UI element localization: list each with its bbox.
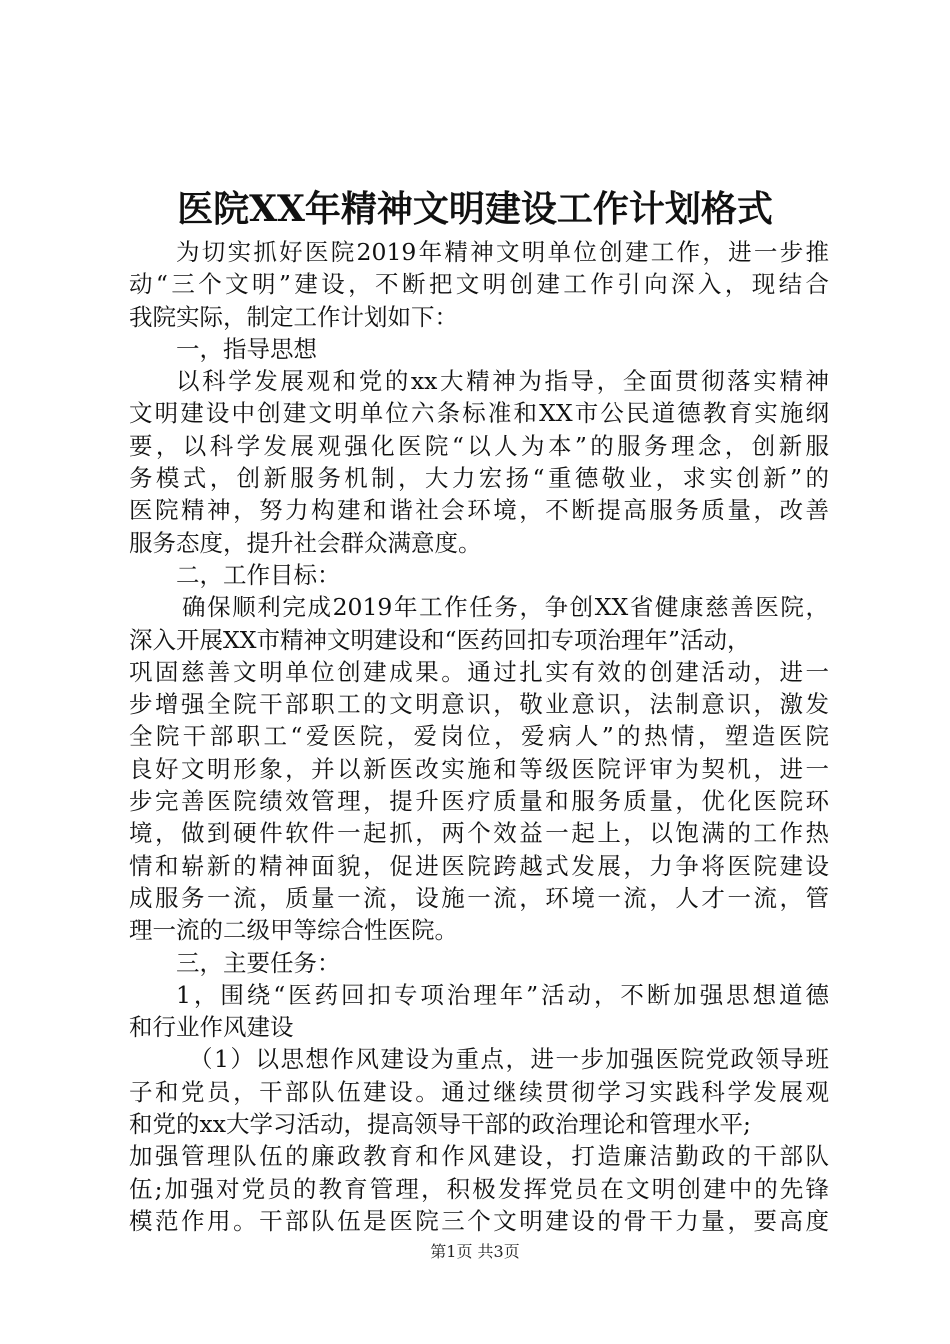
paragraph-line: 服务态度，提升社会群众满意度。 [129,528,482,557]
paragraph-line: 为切实抓好医院2019年精神文明单位创建工作，进一步推 [176,238,829,266]
paragraph-line: 境，做到硬件软件一起抓，两个效益一起上，以饱满的工作热 [129,819,829,848]
paragraph-line: 成服务一流，质量一流，设施一流，环境一流，人才一流，管 [129,883,829,912]
paragraph-line: 确保顺利完成2019年工作任务，争创XX省健康慈善医院， [182,593,829,622]
section-heading: 二，工作目标： [176,560,341,589]
paragraph-line: 情和崭新的精神面貌，促进医院跨越式发展，力争将医院建设 [129,851,829,880]
paragraph-line: 和行业作风建设 [129,1013,294,1042]
paragraph-line: 动“三个文明”建设，不断把文明创建工作引向深入，现结合 [129,270,829,299]
paragraph-line: 加强管理队伍的廉政教育和作风建设，打造廉洁勤政的干部队 [129,1142,829,1171]
paragraph-line: 子和党员，干部队伍建设。通过继续贯彻学习实践科学发展观 [129,1077,829,1106]
paragraph-line: 巩固慈善文明单位创建成果。通过扎实有效的创建活动，进一 [129,657,829,686]
paragraph-line: 和党的xx大学习活动，提高领导干部的政治理论和管理水平; [129,1110,751,1139]
document-body [129,236,829,1237]
section-heading: 三，主要任务： [176,948,341,977]
paragraph-line: 全院干部职工“爱医院，爱岗位，爱病人”的热情，塑造医院 [129,722,829,751]
paragraph-line: 1，围绕“医药回扣专项治理年”活动，不断加强思想道德 [176,980,829,1009]
paragraph-line: 理一流的二级甲等综合性医院。 [129,916,458,945]
paragraph-line: 步增强全院干部职工的文明意识，敬业意识，法制意识，激发 [129,690,829,719]
paragraph-line: 要，以科学发展观强化医院“以人为本”的服务理念，创新服 [129,431,829,460]
paragraph-line: 文明建设中创建文明单位六条标准和XX市公民道德教育实施纲 [129,399,829,428]
paragraph-line: 我院实际，制定工作计划如下： [129,302,458,331]
paragraph-line: 步完善医院绩效管理，提升医疗质量和服务质量，优化医院环 [129,787,829,816]
paragraph-line: 良好文明形象，并以新医改实施和等级医院评审为契机，进一 [129,754,829,783]
paragraph-line: 模范作用。干部队伍是医院三个文明建设的骨干力量，要高度 [129,1206,829,1235]
section-heading: 一，指导思想 [176,334,317,363]
paragraph-line: 以科学发展观和党的xx大精神为指导，全面贯彻落实精神 [176,367,829,396]
paragraph-line: （1）以思想作风建设为重点，进一步加强医院党政领导班 [189,1045,829,1074]
page-number-footer: 第1页 共3页 [430,1242,520,1261]
paragraph-line: 深入开展XX市精神文明建设和“医药回扣专项治理年”活动， [129,625,751,654]
paragraph-line: 医院精神，努力构建和谐社会环境，不断提高服务质量，改善 [129,496,829,525]
paragraph-line: 伍;加强对党员的教育管理，积极发挥党员在文明创建中的先锋 [129,1174,829,1203]
paragraph-line: 务模式，创新服务机制，大力宏扬“重德敬业，求实创新”的 [129,464,829,493]
document-title: 医院XX年精神文明建设工作计划格式 [177,188,773,230]
